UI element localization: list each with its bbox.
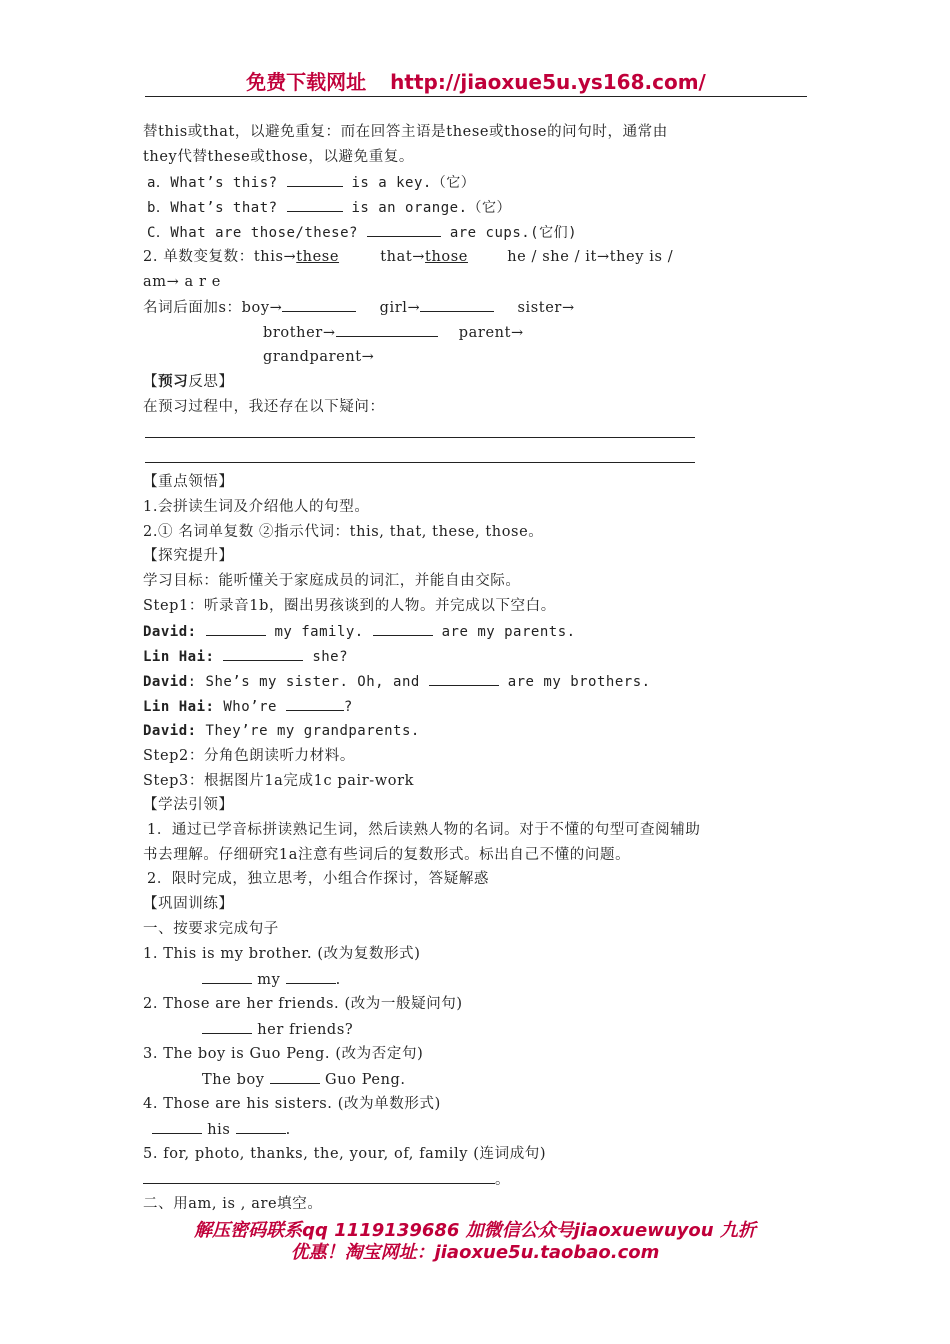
keypoint-1: 1.会拼读生词及介绍他人的句型。 — [143, 499, 370, 515]
practice-section-1: 一、按要求完成句子 — [143, 921, 279, 937]
answer-line-2 — [145, 462, 695, 463]
answer-3: The boy Guo Peng. — [202, 1069, 406, 1090]
dialogue-linhai-2: Lin Hai: Who’re ? — [143, 696, 353, 717]
page-header — [145, 66, 807, 97]
footer-line-1: 解压密码联系qq 1119139686 加微信公众号jiaoxuewuyou 九折 — [194, 1220, 756, 1241]
plural-rule-line: 2. 单数变复数：this→these that→those he / she / it→they is / — [143, 249, 674, 265]
example-c: C．What are those/these? are cups.(它们) — [147, 222, 577, 243]
example-b: b．What’s that? is an orange.（它） — [147, 197, 511, 218]
question-4: 4. Those are his sisters. (改为单数形式) — [143, 1096, 441, 1112]
noun-plural-line: 名词后面加s：boy→ girl→ sister→ — [143, 297, 575, 318]
keypoints-title: 【重点领悟】 — [143, 474, 234, 490]
method-title: 【学法引领】 — [143, 797, 234, 813]
explore-title: 【探究提升】 — [143, 548, 234, 564]
intro-line-2: they代替these或those，以避免重复。 — [143, 149, 415, 165]
answer-1: my . — [202, 969, 341, 990]
dialogue-david-3: David: They’re my grandparents. — [143, 723, 420, 739]
answer-4: his . — [152, 1119, 291, 1140]
question-3: 3. The boy is Guo Peng. (改为否定句) — [143, 1046, 424, 1062]
step-1: Step1：听录音1b，圈出男孩谈到的人物。并完成以下空白。 — [143, 598, 556, 614]
learning-goal: 学习目标：能听懂关于家庭成员的词汇，并能自由交际。 — [143, 573, 521, 589]
footer-line-2: 优惠！淘宝网址：jiaoxue5u.taobao.com — [290, 1242, 660, 1263]
noun-plural-line-2: brother→ parent→ — [263, 322, 524, 343]
dialogue-linhai-1: Lin Hai: she? — [143, 646, 348, 667]
preview-title: 【预习反思】 — [143, 373, 234, 390]
question-5: 5. for, photo, thanks, the, your, of, family (连词成句) — [143, 1146, 547, 1162]
header-label: 免费下载网址 — [246, 70, 367, 94]
plural-am-line: am→ a r e — [143, 274, 221, 290]
practice-title: 【巩固训练】 — [143, 896, 234, 912]
answer-5: 。 — [143, 1169, 510, 1190]
practice-section-2: 二、用am, is , are填空。 — [143, 1196, 323, 1212]
intro-line-1: 替this或that，以避免重复：而在回答主语是these或those的问句时，通常由 — [143, 124, 668, 140]
method-p1-line1: 1．通过已学音标拼读熟记生词，然后读熟人物的名词。对于不懂的句型可查阅辅助 — [147, 822, 701, 838]
step-3: Step3：根据图片1a完成1c pair-work — [143, 773, 415, 789]
question-1: 1. This is my brother. (改为复数形式) — [143, 946, 421, 962]
method-p2: 2．限时完成，独立思考，小组合作探讨，答疑解惑 — [147, 871, 490, 887]
dialogue-david-2: David: She’s my sister. Oh, and are my brothers. — [143, 671, 651, 692]
answer-line-1 — [145, 437, 695, 438]
dialogue-david-1: David: my family. are my parents. — [143, 621, 576, 642]
header-url-link[interactable]: http://jiaoxue5u.ys168.com/ — [390, 70, 706, 94]
answer-2: her friends? — [202, 1019, 353, 1040]
keypoint-2: 2.① 名词单复数 ②指示代词：this, that, these, those。 — [143, 524, 544, 540]
method-p1-line2: 书去理解。仔细研究1a注意有些词后的复数形式。标出自己不懂的问题。 — [143, 847, 631, 863]
noun-plural-line-3: grandparent→ — [263, 349, 375, 365]
question-2: 2. Those are her friends. (改为一般疑问句) — [143, 996, 463, 1012]
preview-text: 在预习过程中，我还存在以下疑问： — [143, 399, 385, 415]
step-2: Step2：分角色朗读听力材料。 — [143, 748, 355, 764]
example-a: a．What’s this? is a key.（它） — [147, 172, 475, 193]
